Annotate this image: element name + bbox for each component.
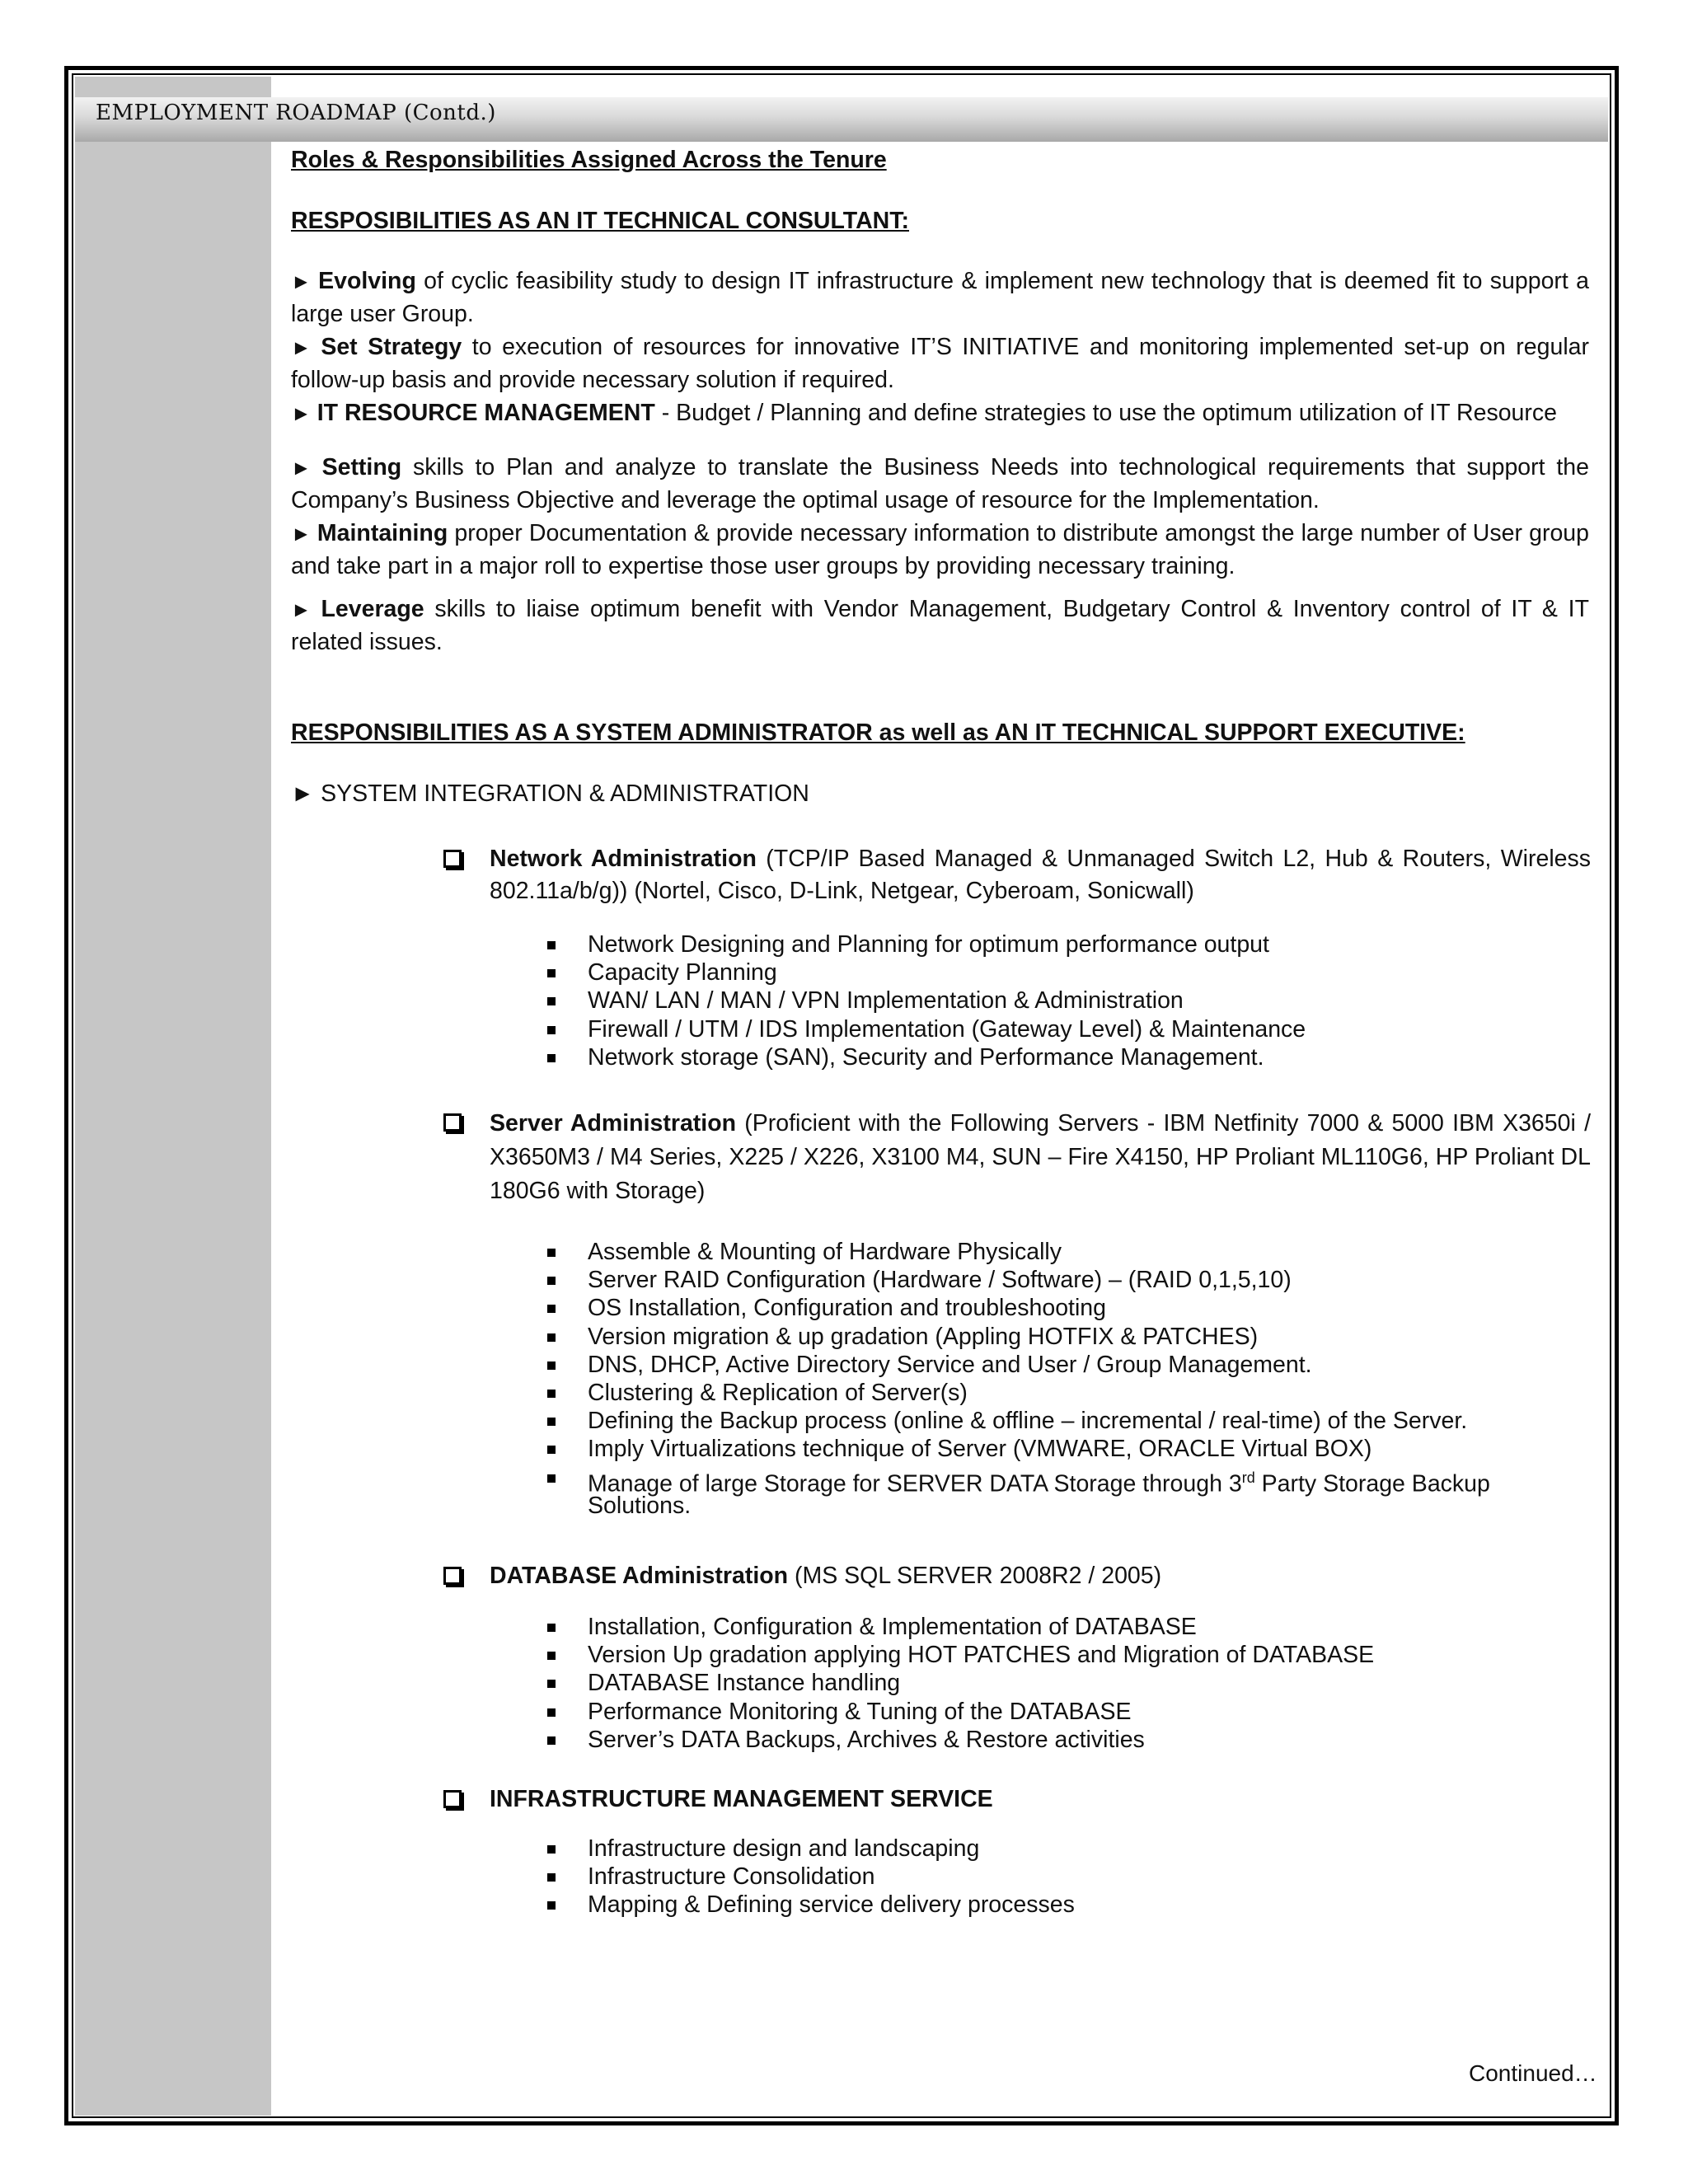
- section-list-item: Version migration & up gradation (Appling HOTFIX & PATCHES): [588, 1323, 1259, 1350]
- square-bullet-icon: [547, 1474, 556, 1483]
- consultant-item-text: skills to liaise optimum benefit with Vendor Management, Budgetary Control & Inventory control of IT & IT related issues.: [291, 596, 1589, 655]
- section-title: Network Administration: [490, 846, 757, 872]
- sysadmin-heading: RESPONSIBILITIES AS A SYSTEM ADMINISTRATOR as well as AN IT TECHNICAL SUPPORT EXECUTIVE:: [291, 719, 1465, 746]
- continued-label: Continued…: [1469, 2060, 1597, 2086]
- square-bullet-icon: [547, 1054, 556, 1062]
- section-list-item: Server RAID Configuration (Hardware / Software) – (RAID 0,1,5,10): [588, 1267, 1292, 1294]
- section-title: Server Administration: [490, 1110, 737, 1137]
- checkbox-bullet-icon: [443, 1113, 462, 1132]
- section-list-item: DNS, DHCP, Active Directory Service and User / Group Management.: [588, 1351, 1312, 1378]
- consultant-item-keyword: IT RESOURCE MANAGEMENT: [316, 400, 655, 426]
- consultant-item-keyword: Set Strategy: [321, 334, 462, 360]
- square-bullet-icon: [547, 941, 556, 949]
- arrow-bullet-icon: ►: [291, 523, 317, 546]
- section-list-item: Infrastructure Consolidation: [588, 1863, 875, 1891]
- square-bullet-icon: [547, 1736, 556, 1745]
- section-list-item: Capacity Planning: [588, 959, 777, 987]
- checkbox-bullet-icon: [443, 1567, 462, 1585]
- square-bullet-icon: [547, 997, 556, 1005]
- section-list-item: Version Up gradation applying HOT PATCHES and Migration of DATABASE: [588, 1642, 1375, 1669]
- section-list-item: Solutions.: [588, 1492, 692, 1519]
- section-heading: [490, 1783, 1591, 1816]
- section-list-item: Clustering & Replication of Server(s): [588, 1380, 968, 1406]
- system-integration-line: ► SYSTEM INTEGRATION & ADMINISTRATION: [291, 780, 809, 807]
- consultant-item-text: - Budget / Planning and define strategies to use the optimum utilization of IT Resource: [654, 400, 1557, 426]
- consultant-item-text: to execution of resources for innovative IT’S INITIATIVE and monitoring implemented set-up on regular follow-up basis and provide necessary solution if required.: [291, 334, 1590, 393]
- left-sidebar-band: [75, 77, 271, 2116]
- consultant-item: [291, 593, 1589, 658]
- square-bullet-icon: [547, 969, 556, 977]
- square-bullet-icon: [547, 1333, 556, 1342]
- square-bullet-icon: [547, 1680, 556, 1688]
- consultant-item: [291, 397, 1589, 430]
- section-title: DATABASE Administration: [490, 1563, 789, 1589]
- section-list-item: Server’s DATA Backups, Archives & Restore activities: [588, 1726, 1145, 1753]
- checkbox-bullet-icon: [443, 850, 462, 868]
- section-list-item: Defining the Backup process (online & offline – incremental / real-time) of the Server.: [588, 1408, 1468, 1435]
- square-bullet-icon: [547, 1361, 556, 1370]
- section-list-item: Network Designing and Planning for optimum performance output: [588, 931, 1269, 958]
- consultant-item: [291, 518, 1589, 583]
- square-bullet-icon: [547, 1446, 556, 1454]
- square-bullet-icon: [547, 1708, 556, 1717]
- consultant-item: [291, 452, 1589, 517]
- checkbox-bullet-icon: [443, 1790, 462, 1808]
- square-bullet-icon: [547, 1249, 556, 1257]
- section-header-title: EMPLOYMENT ROADMAP (Contd.): [96, 101, 496, 125]
- section-description: (Proficient with the Following Servers - IBM Netfinity 7000 & 5000 IBM X3650i / X3650M3 / M4 Series, X225 / X226, X3100 M4, SUN – Fire X4150, HP Proliant ML110G6, HP Proliant DL 180G6 with Storage): [490, 1110, 1591, 1204]
- section-list-item: Performance Monitoring & Tuning of the DATABASE: [588, 1698, 1132, 1725]
- square-bullet-icon: [547, 1390, 556, 1398]
- section-list-item: OS Installation, Configuration and troubleshooting: [588, 1295, 1106, 1322]
- section-list-item: WAN/ LAN / MAN / VPN Implementation & Administration: [588, 987, 1184, 1015]
- section-description: (TCP/IP Based Managed & Unmanaged Switch L2, Hub & Routers, Wireless 802.11a/b/g)) (Nortel, Cisco, D-Link, Netgear, Cyberoam, Sonicwall): [490, 846, 1591, 904]
- consultant-item: [291, 265, 1589, 330]
- square-bullet-icon: [547, 1277, 556, 1285]
- section-list-item: Mapping & Defining service delivery processes: [588, 1891, 1075, 1919]
- consultant-item-text: of cyclic feasibility study to design IT infrastructure & implement new technology that is deemed fit to support a large user Group.: [291, 268, 1589, 327]
- square-bullet-icon: [547, 1845, 556, 1854]
- consultant-item-text: proper Documentation & provide necessary information to distribute amongst the large number of User group and take part in a major roll to expertise those user groups by providing necessary training.: [291, 520, 1589, 579]
- consultant-item: [291, 331, 1589, 396]
- square-bullet-icon: [547, 1873, 556, 1882]
- arrow-bullet-icon: ►: [291, 402, 317, 425]
- consultant-item-keyword: Evolving: [318, 268, 416, 294]
- section-list-item: Installation, Configuration & Implementation of DATABASE: [588, 1614, 1197, 1640]
- section-list-item: Network storage (SAN), Security and Performance Management.: [588, 1043, 1264, 1071]
- section-list-item: Infrastructure design and landscaping: [588, 1835, 980, 1862]
- section-description: (MS SQL SERVER 2008R2 / 2005): [788, 1563, 1162, 1589]
- square-bullet-icon: [547, 1624, 556, 1632]
- consultant-item-keyword: Maintaining: [316, 520, 448, 546]
- roles-heading: Roles & Responsibilities Assigned Across the Tenure: [291, 147, 887, 173]
- section-list-item: Firewall / UTM / IDS Implementation (Gateway Level) & Maintenance: [588, 1015, 1306, 1043]
- arrow-bullet-icon: ►: [291, 270, 319, 293]
- square-bullet-icon: [547, 1418, 556, 1426]
- arrow-bullet-icon: ►: [291, 336, 321, 359]
- section-list-item: DATABASE Instance handling: [588, 1670, 901, 1697]
- section-heading: [490, 843, 1591, 907]
- consultant-item-keyword: Setting: [321, 454, 402, 480]
- section-heading: [490, 1107, 1591, 1208]
- consultant-item-keyword: Leverage: [321, 596, 424, 622]
- arrow-bullet-icon: ►: [291, 457, 322, 480]
- arrow-bullet-icon: ►: [291, 598, 321, 621]
- square-bullet-icon: [547, 1652, 556, 1660]
- consultant-item-text: skills to Plan and analyze to translate the Business Needs into technological requirements that support the Company’s Business Objective and leverage the optimal usage of resource for the Implementation.: [291, 454, 1589, 513]
- section-list-item: Manage of large Storage for SERVER DATA Storage through 3rd Party Storage Backup: [588, 1469, 1490, 1497]
- section-title: INFRASTRUCTURE MANAGEMENT SERVICE: [490, 1786, 993, 1812]
- consultant-heading: RESPOSIBILITIES AS AN IT TECHNICAL CONSULTANT:: [291, 208, 909, 234]
- section-list-item: Imply Virtualizations technique of Server (VMWARE, ORACLE Virtual BOX): [588, 1436, 1372, 1463]
- square-bullet-icon: [547, 1026, 556, 1034]
- square-bullet-icon: [547, 1305, 556, 1313]
- section-list-item: Assemble & Mounting of Hardware Physically: [588, 1239, 1062, 1265]
- section-heading: [490, 1560, 1591, 1592]
- square-bullet-icon: [547, 1901, 556, 1910]
